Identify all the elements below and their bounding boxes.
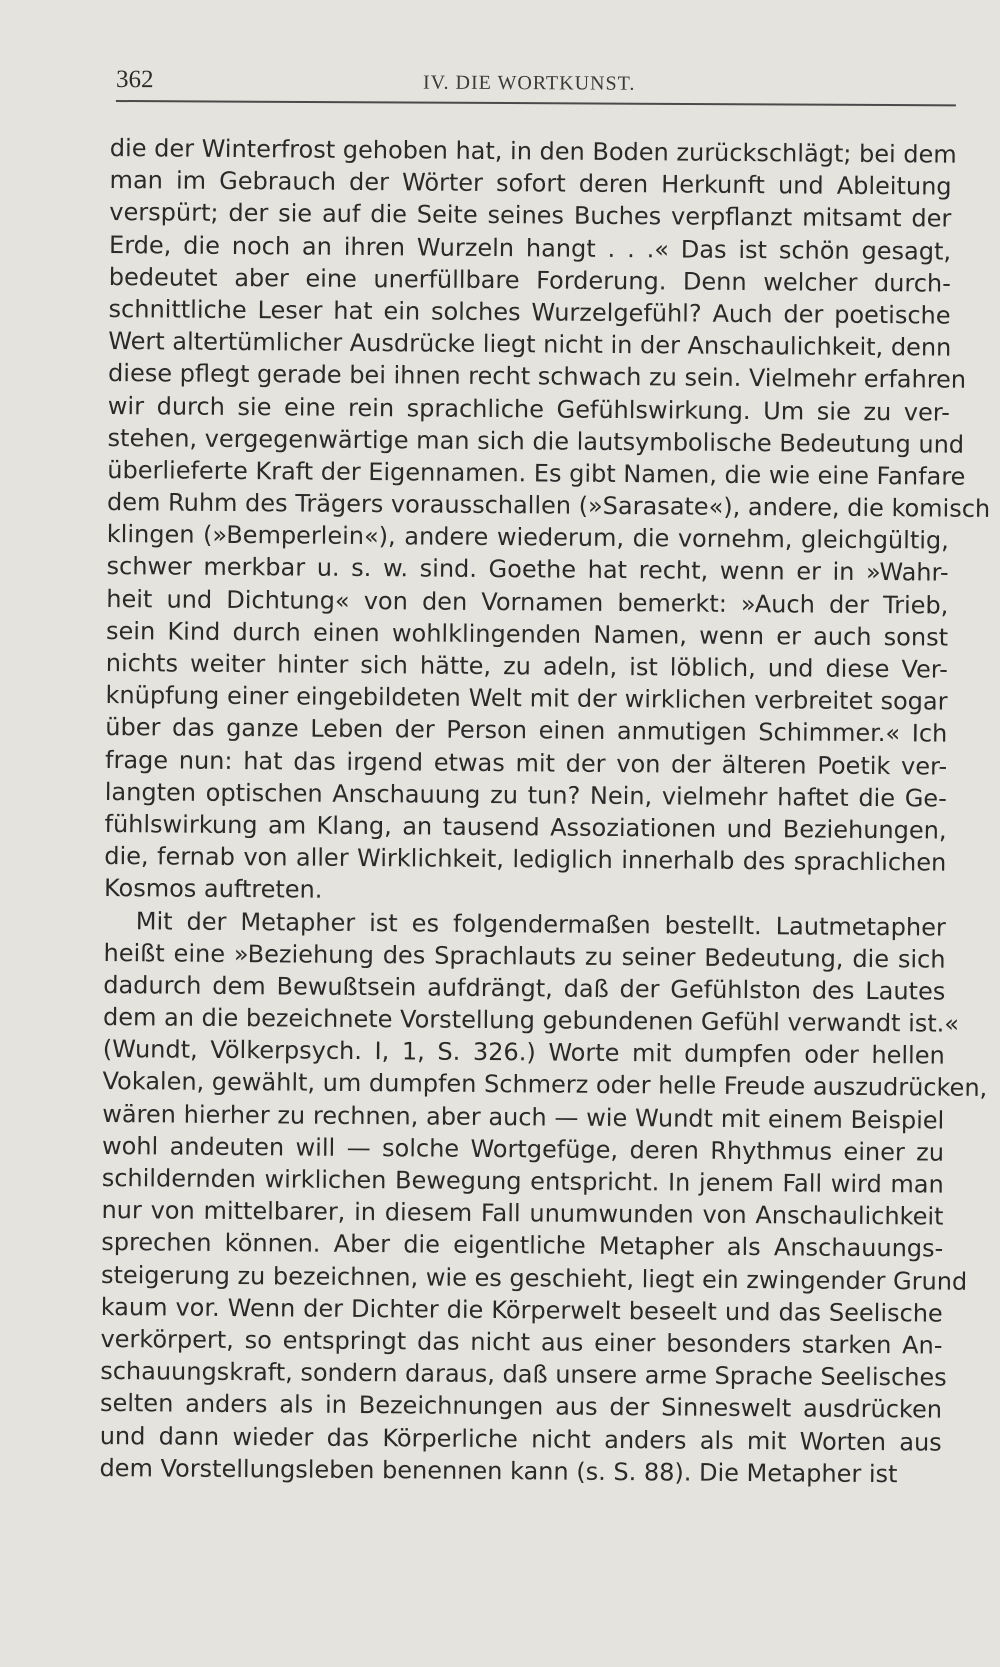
text-line: heißt eine »Beziehung des Sprachlauts zu seiner Bedeutung, die sich [103,938,946,974]
text-line: wir durch sie eine rein sprachliche Gefühlswirkung. Um sie zu ver- [107,391,950,427]
text-line: knüpfung einer eingebildeten Welt mit der wirklichen verbreitet sogar [105,681,948,716]
text-line: verspürt; der sie auf die Seite seines Buches verpflanzt mitsamt der [109,198,952,233]
text-line: verkörpert, so entspringt das nicht aus einer besonders starken An- [100,1324,943,1360]
text-line: wohl andeuten will — solche Wortgefüge, deren Rhythmus einer zu [101,1131,945,1167]
text-line: über das ganze Leben der Person einen anmutigen Schimmer.« Ich [105,713,948,748]
text-line: sein Kind durch einen wohlklingenden Namen, wenn er auch sonst [105,616,949,652]
text-line: nichts weiter hinter sich hätte, zu adeln, ist löblich, und diese Ver- [105,648,948,684]
text-line: wären hierher zu rechnen, aber auch — wie Wundt mit einem Beispiel [102,1099,945,1135]
text-line: frage nun: hat das irgend etwas mit der von der älteren Poetik ver- [104,745,948,781]
text-line: stehen, vergegenwärtige man sich die lautsymbolische Bedeutung und [107,423,965,459]
text-line: (Wundt, Völkerpsych. I, 1, S. 326.) Worte mit dumpfen oder hellen [102,1035,945,1070]
text-line: dadurch dem Bewußtsein aufdrängt, daß der Gefühlston des Lautes [103,970,946,1006]
text-line: und dann wieder das Körperliche nicht anders als mit Worten aus [99,1421,942,1457]
text-line: die, fernab von aller Wirklichkeit, lediglich innerhalb des sprachlichen [104,842,947,877]
body-text [99,132,991,1490]
text-line: schauungskraft, sondern daraus, daß unsere arme Sprache Seelisches [100,1357,947,1392]
chapter-title: IV. DIE WORTKUNST. [422,71,636,95]
text-line: überlieferte Kraft der Eigennamen. Es gibt Namen, die wie eine Fanfare [107,455,966,491]
running-head [116,62,956,106]
text-line: diese pflegt gerade bei ihnen recht schwach zu sein. Vielmehr erfahren [107,359,967,395]
text-line: Kosmos auftreten. [103,874,323,905]
text-line: man im Gebrauch der Wörter sofort deren Herkunft und Ableitung [109,166,952,201]
text-line: Vokalen, gewählt, um dumpfen Schmerz oder helle Freude auszudrücken, [102,1067,988,1103]
text-line: fühlswirkung am Klang, an tausend Assoziationen und Beziehungen, [104,809,947,845]
text-line: nur von mittelbarer, in diesem Fall unumwunden von Anschaulichkeit [101,1196,944,1231]
text-line: dem Vorstellungsleben benennen kann (s. S. 88). Die Metapher ist [99,1453,898,1488]
text-line: selten anders als in Bezeichnungen aus der Sinneswelt ausdrücken [99,1389,943,1424]
text-line: Wert altertümlicher Ausdrücke liegt nicht in der Anschaulichkeit, denn [108,327,952,362]
text-line: die der Winterfrost gehoben hat, in den Boden zurückschlägt; bei dem [109,133,957,169]
text-line: Erde, die noch an ihren Wurzeln hangt . . .« Das ist schön gesagt, [109,230,952,266]
text-line: bedeutet aber eine unerfüllbare Forderung. Denn welcher durch- [108,262,951,298]
text-line: kaum vor. Wenn der Dichter die Körperwelt beseelt und das Seelische [100,1292,943,1328]
text-line: langten optischen Anschauung zu tun? Nein, vielmehr haftet die Ge- [104,777,947,813]
text-line: dem Ruhm des Trägers vorausschallen (»Sarasate«), andere, die komisch [106,488,991,523]
text-line: steigerung zu bezeichnen, wie es geschieht, liegt ein zwingender Grund [100,1260,968,1296]
text-line: dem an die bezeichnete Vorstellung gebundenen Gefühl verwandt ist.« [102,1003,960,1038]
text-line: schnittliche Leser hat ein solches Wurzelgefühl? Auch der poetische [108,294,951,330]
text-line: Mit der Metapher ist es folgendermaßen bestellt. Lautmetapher [135,906,946,942]
text-line: klingen (»Bemperlein«), andere wiederum, die vornehm, gleichgültig, [106,520,949,555]
paragraph [103,132,991,911]
page-number: 362 [115,66,154,94]
text-line: sprechen können. Aber die eigentliche Metapher als Anschauungs- [101,1228,944,1263]
text-line: schildernden wirklichen Bewegung entspricht. In jenem Fall wird man [101,1163,944,1199]
text-line: schwer merkbar u. s. w. sind. Goethe hat recht, wenn er in »Wahr- [106,552,949,588]
paragraph [99,904,988,1490]
text-line: heit und Dichtung« von den Vornamen bemerkt: »Auch der Trieb, [106,584,949,620]
